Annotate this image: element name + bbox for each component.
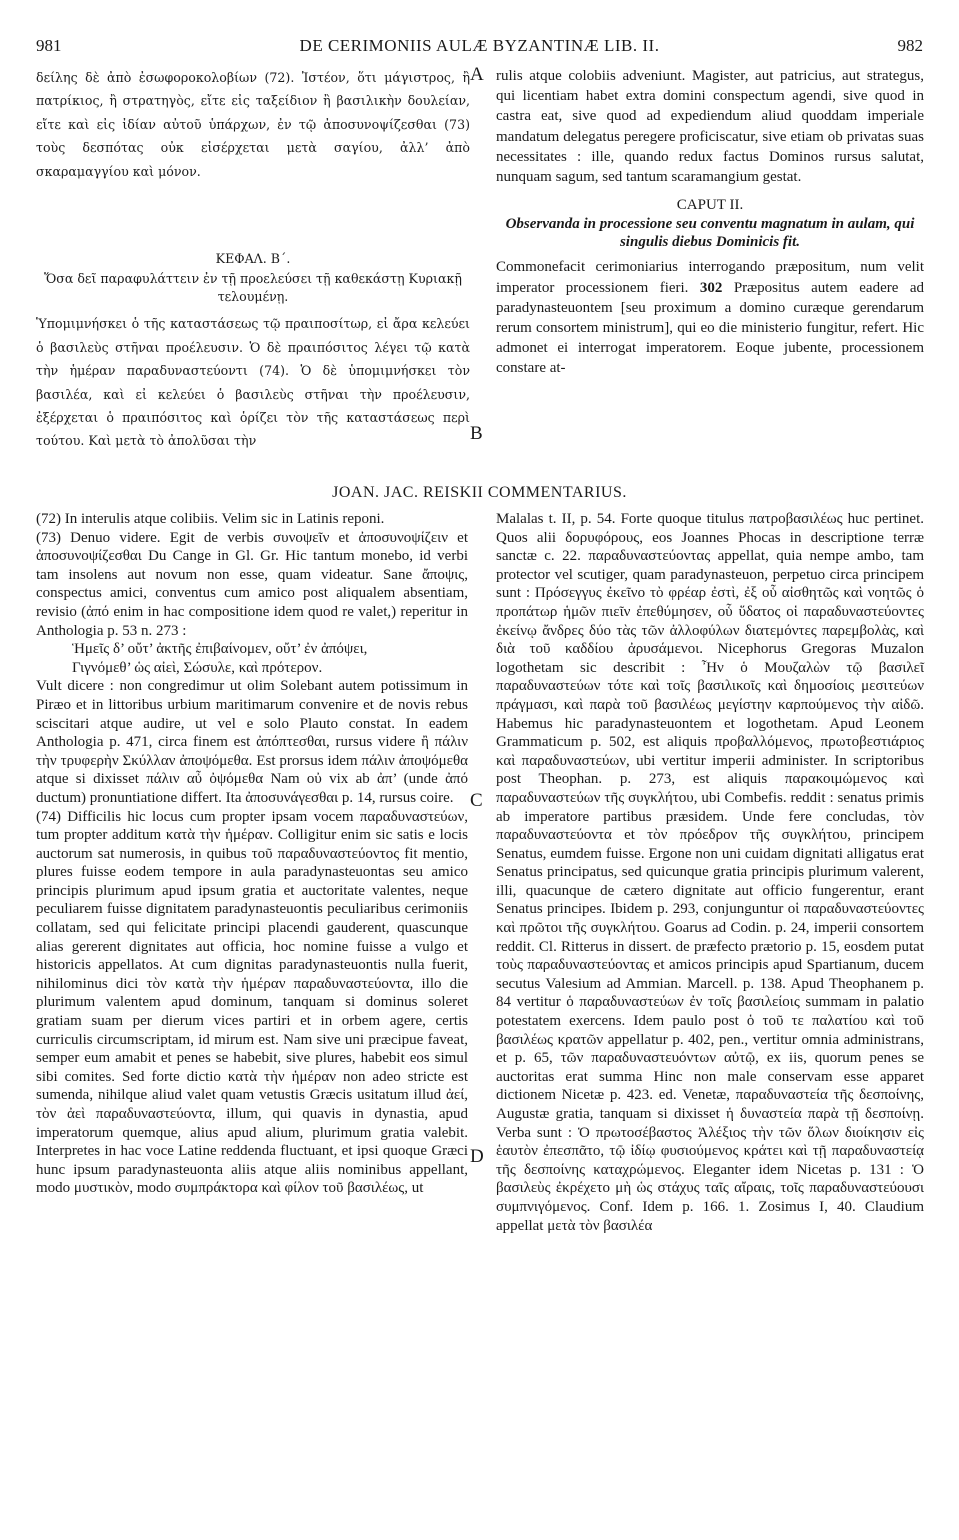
running-title: DE CERIMONIIS AULÆ BYZANTINÆ LIB. II. (299, 36, 660, 55)
latin-body-second: Præpositus autem eadere ad paradynasteuontem [seu proximum a domino curæque gerendarum rerum consortem ministrum], qui eo die ministerio fungitur, refert. Hic admonet ei interrogat imperatorem. Eoque jubente, processionem constare at- (496, 279, 924, 377)
note-73: (73) Denuo videre. Egit de verbis συνοψεῖν et ἀποσυνοψίζειν et ἀποσυνοψίζεσθαι Du Cange in Gl. Gr. Hic tantum monebo, id verbi tam insolens aut novum non esse, quam videatur. Sane ἄποψις, conspectus amici, conventus cum amico post aliqualem absentiam, revisio (ἀπό enim in hac compositione idem quod re valet,) reperitur in Anthologia p. 53 n. 273 : (36, 529, 468, 639)
page-number-left: 981 (36, 36, 62, 55)
greek-text-column (36, 66, 470, 453)
note-74-continued: Malalas t. II, p. 54. Forte quoque titulus πατροβασιλέως huc pertinet. Quos alii δορυφόρους, eos Joannes Phocas in descriptione terræ sanctæ c. 22. παραδυναστεύοντας appellat, quia nempe ambo, tam protector vel scutiger, quam paradynasteuon, perpetuo circa principem sunt : Πρόσεγγυς ἐκεῖνο τὸ φρέαρ ἐστὶ, ἐξ οὗ αἰσθητῶς καὶ νοητῶς ὁ προπάτωρ ἡμῶν πιεῖν ἐπεθύμησεν, οὗ ὕδατος οἱ παραδυναστεύοντες ἐκείνῳ ἄνδρες δύο τὰς τῶν ἀλλοφύλων διατεμόντες παρεμβολὰς, καὶ διὰ τοῦ καδδίου ἀρυσάμενοι. Nicephorus Gregoras Muzalon logothetam sic describit : Ἦν ὁ Μουζαλὼν τῷ βασιλεῖ παραδυναστεύων τότε καὶ τοῖς βασιλικοῖς καὶ δημοσίοις μεσιτεύων πράγμασι, καὶ παρὰ τοῦ βασιλέως μεγίστην καρπούμενος τὴν αἰδῶ. Habemus hic paradynasteuontem et logothetam. Apud Leonem Grammaticum p. 502, est aliquis προβαλλόμενος, πρωτοβεστιάριος καὶ παραδυναστεύων, ubi vertitur imperii administer. In scriptoribus post Theophan. p. 273, est aliquis παρακοιμώμενος καὶ παραδυναστεύων τῆς συγκλήτου, ubi Combefis. reddit : senatus primis ab imperatore partibus præsidem. Unde fere concludas, τὸν παραδυναστεύοντα et τὸν πρόεδρον τῆς συγκλήτου, principem Senatus, eumdem fuisse. Ergone non uni cuidam dignitati alligatus erat Senatus principatus, sed quicunque gratia principis plurimum valerent, illi, quacunque de cætero dignitate aut officio fungerentur, erant Senatus principes. Ibidem p. 293, conjunguntur οἱ παραδυναστεύοντες καὶ πρῶτοι τῆς συγκλήτου. Goarus ad Codin. p. 24, imperii consortem reddit. Cl. Ritterus in dissert. de præfecto prætorio p. 15, eosdem putat τοὺς παραδυναστεύοντας et amicos principis apud Spartianum, ducem secutus Valesium ad Ammian. Marcell. p. 138. Apud Theophanem p. 84 vertitur ὁ παραδυναστεύων ἐν τοῖς βασιλείοις summam in palatio potestatem exercens. Idem paulo post ὁ τοῦ τε παλατίου καὶ τοῦ βασιλέως κρατῶν appellatur p. 402, pen., vertitur omnia administrans, et p. 65, τῶν παραδυναστευόντων αὐτῷ, ex iis, quorum penes se auctoritas erat summa Hinc non male conservam esse apparet dictionem Nicetæ p. 423. ed. Venetæ, παραδυναστεία τῆς δεσποίνης, Augustæ gratia, tanquam si dixisset ἡ δυναστεία παρὰ τῇ δεσποίνῃ. Verba sunt : Ὁ πρωτοσέβαστος Ἀλέξιος τὴν τῶν ὅλων διοίκησιν εἰς ἑαυτὸν ἐπεσπᾶτο, τῷ ἰδίῳ φυσιούμενος κράτει καὶ τῇ παραδυναστείᾳ τῆς δεσποίνης καταχρώμενος. Eleganter idem Nicetas p. 131 : Ὁ βασιλεὺς ἐκρέχετο μὴ ὡς στάχυς ταῖς αἴραις, τοῖς παραδυναστεύουσι συμπνιγόμενος. Conf. Idem p. 166. 1. Zosimus I, 40. Claudium appellat μετὰ τὸν βασιλέα (496, 511, 924, 1234)
section-number: 302 (699, 279, 723, 296)
note-72: (72) In interulis atque colibiis. Velim sic in Latinis reponi. (36, 511, 385, 527)
latin-body-paragraph (496, 257, 924, 378)
margin-letter-d: D (470, 1146, 484, 1167)
verse-line-1: Ἡμεῖς δ’ οὔτ’ ἀκτῆς ἐπιβαίνομεν, οὔτ’ ἐν ἀπόψει, (72, 641, 368, 658)
latin-translation-column (496, 66, 924, 379)
margin-letter-a: A (470, 64, 484, 85)
note-73-continued: Vult dicere : non congredimur ut olim Solebant autem potissimum in Piræo et in littoribus urbium maritimarum convenire et de novis rebus sciscitari atque audire, ut vel e solo Plauto constat. In eadem Anthologia p. 471, circa finem est ἀπόπτεσθαι, rursus videre ἢ πάλιν τὴν τρυφερὴν Σκύλλαν ἀποψόμεθα. Est prorsus idem πάλιν ἀποψόμεθα atque si dixisset πάλιν αὖ ὀψόμεθα Nam οὐ vix ab ἀπ’ (unde ἀπό ductum) pronuntiatione differt. Ita ἀποσυνάγεσθαι p. 14, rursus coire. (36, 678, 468, 806)
margin-letter-c: C (470, 790, 483, 811)
commentary-right-column (496, 510, 924, 1235)
latin-intro-paragraph: rulis atque colobiis adveniunt. Magister, aut patricius, aut strategus, qui licentiam habet extra domini conspectum agendi, sive quod in castra eat, sive quod ad expediendum aliud quoddam imperiale mandatum delegatus peregere proficiscatur, sive etiam ob privatas suas necessitates : ille, quando redux factus Dominos rursus salutat, nunquam sagum, sed tantum scaramangium gestat. (496, 68, 924, 186)
verse-line-2: Γιγνόμεθ’ ὡς αἰεὶ, Σώσυλε, καὶ πρότερον. (72, 659, 323, 676)
latin-chapter-title: Observanda in processione seu conventu magnatum in aulam, qui singulis diebus Dominicis fit. (505, 216, 915, 251)
commentary-heading: JOAN. JAC. REISKII COMMENTARIUS. (332, 484, 627, 501)
page-number-right: 982 (897, 36, 923, 55)
margin-letter-b: B (470, 423, 483, 444)
greek-intro-paragraph: δείλης δὲ ἀπὸ ἐσωφοροκολοβίων (72). Ἰστέον, ὅτι μάγιστρος, ἢ πατρίκιος, ἢ στρατηγὸς, εἴτε εἰς ταξείδιον ἢ βασιλικὴν δουλείαν, εἴτε καὶ εἰς ἰδίαν αὐτοῦ ὑπάρχων, ἐν τῷ ἀποσυνοψίζεσθαι (73) τοὺς δεσπότας οὐκ εἰσέρχεται μετὰ σαγίου, ἀλλ’ ἀπὸ σκαραμαγγίου καὶ μόνον. (36, 70, 470, 179)
greek-chapter-title: Ὅσα δεῖ παραφυλάττειν ἐν τῇ προελεύσει τῇ καθεκάστῃ Κυριακῇ τελουμένῃ. (44, 271, 462, 305)
note-74: (74) Difficilis hic locus cum propter ipsam vocem παραδυναστεύων, tum propter additum κατὰ τὴν ἡμέραν. Colligitur enim sic satis e locis auctorum sat numerosis, in quibus τοῦ παραδυναστεύοντος fit mentio, plures fuisse eodem tempore in aula paradynasteuontas seu amico principis plurimum apud ipsum gratia et auctoritate valentes, neque peculiarem fuisse dignitatem paradynasteuontis peculiaribus cerimoniis collatam, sed qui felicitate principi placendi gauderent, quascunque alias gererent dignitates aut officia, hoc nomine fuisse a vulgo et historicis appellatos. At cum dignitas paradynasteuontis nulla fuerit, nihilominus dici τὸν κατὰ τὴν ἡμέραν παραδυναστεύοντα, illo die plurimum valentem apud dominum, tanquam si dominus soleret gratiam suam per dierum vices partiri et in orbem agere, certis curriculis circumscriptam, id mirum est. Nam sive uni præcipue faveat, semper eum amabit et penes se habebit, sive plures, habebit eos simul sibi comites. Sed forte dictio κατὰ τὴν ἡμέραν non adeo stricte est sumenda, nihilque aliud valet quam vetustis Græcis usitatum illud ἀεί, τὸν ἀεὶ παραδυναστεύοντα, illum, qui quavis in dynastia, apud imperatorum quemque, alius apud alium, plurimum gratia valebit. Interpretes in hac voce Latine reddenda fluctuant, et ipsi quoque Græci hunc ipsum paradynasteuonta aliis atque aliis nominibus appellant, modo μυστικὸν, modo συμπράκτορα καὶ φίλον τοῦ βασιλέως, ut (36, 808, 468, 1197)
greek-chapter-heading: ΚΕΦΑΛ. Β΄. (215, 251, 291, 267)
greek-body-paragraph: Ὑπομιμνήσκει ὁ τῆς καταστάσεως τῷ πραιποσίτωρ, εἰ ἄρα κελεύει ὁ βασιλεὺς στῆναι προέλευσιν. Ὁ δὲ πραιπόσιτος λέγει τῷ κατὰ τὴν ἡμέραν παραδυναστεύοντι (74). Ὁ δὲ ὑπομιμνήσκει τὸν βασιλέα, καὶ εἰ κελεύει ὁ βασιλεὺς στῆναι τὴν προέλευσιν, ἐξέρχεται ὁ πραιπόσιτος καὶ ὁρίζει τὸν τῆς καταστάσεως περὶ τούτου. Καὶ μετὰ τὸ ἀπολῦσαι τὴν (36, 316, 470, 449)
commentary-left-column (36, 510, 468, 1198)
running-head (36, 36, 923, 58)
latin-body-first: Commonefacit cerimoniarius interrogando præpositum, num velit imperator processionem fieri. (496, 259, 924, 296)
latin-chapter-heading: CAPUT II. (676, 197, 744, 214)
